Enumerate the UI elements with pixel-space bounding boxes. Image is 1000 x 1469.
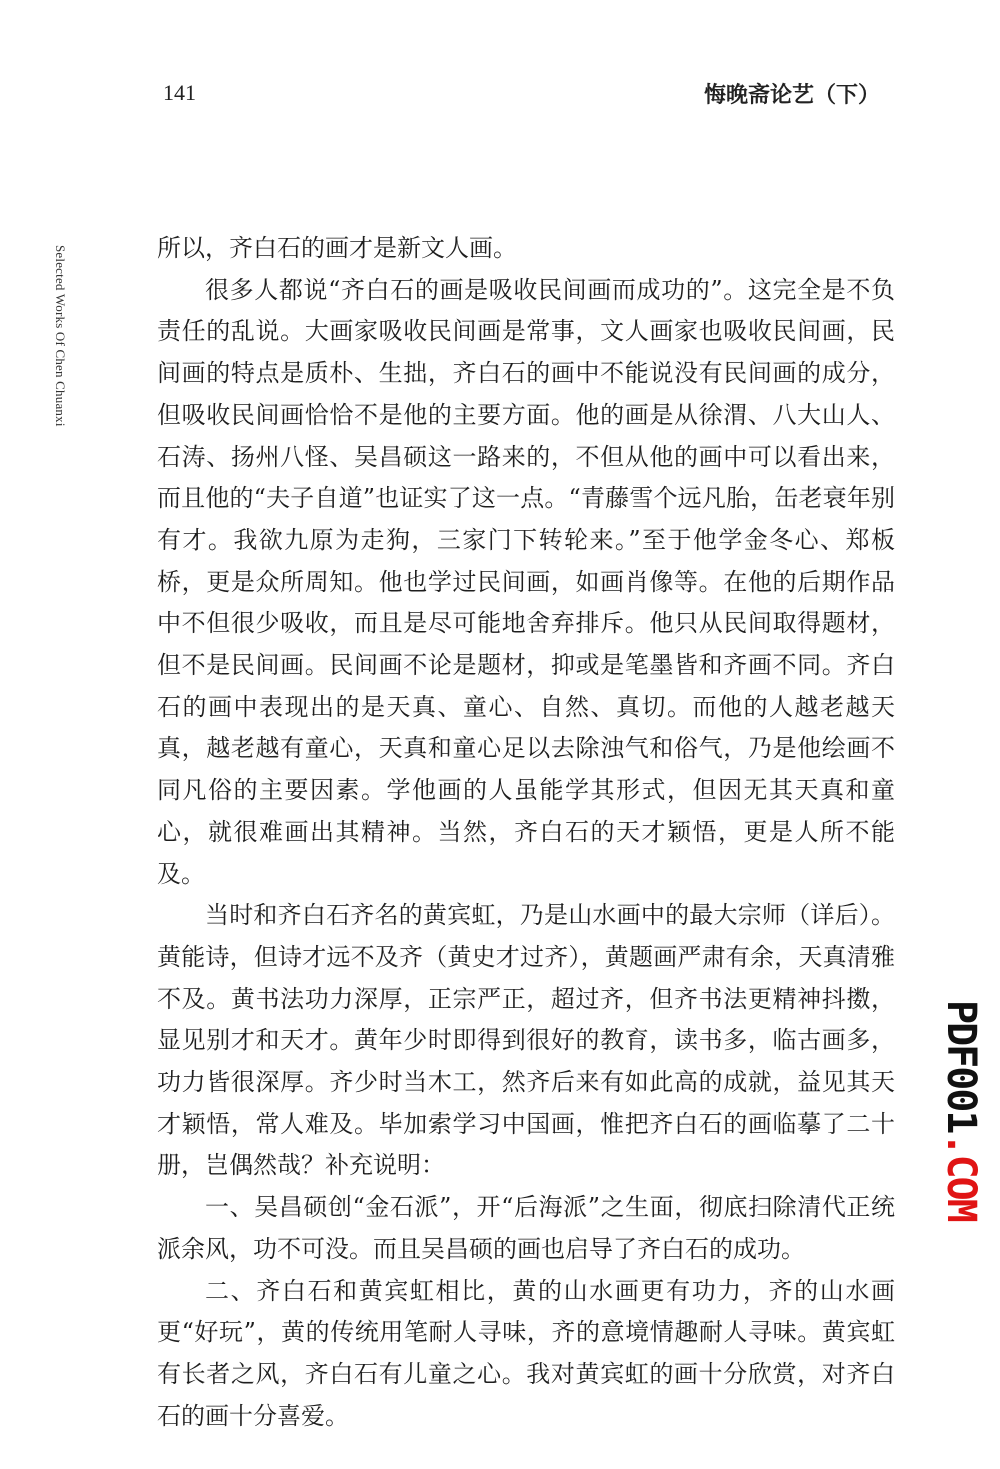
page-number: 141: [163, 80, 196, 105]
running-head: 悔晚斋论艺（下）: [703, 82, 880, 108]
watermark-part1: PDF001: [938, 1000, 984, 1133]
watermark-part2: .COM: [938, 1132, 984, 1221]
paragraph: 一、吴昌硕创“金石派”，开“后海派”之生面，彻底扫除清代正统派余风，功不可没。而且吴昌硕的画也启导了齐白石的成功。: [157, 1193, 895, 1263]
paragraph: 二、齐白石和黄宾虹相比，黄的山水画更有功力，齐的山水画更“好玩”，黄的传统用笔耐人寻味，齐的意境情趣耐人寻味。黄宾虹有长者之风，齐白石有儿童之心。我对黄宾虹的画十分欣赏，对齐白石的画十分喜爱。: [157, 1276, 895, 1430]
side-series-title: Selected Works Of Chen Chuanxi: [53, 245, 68, 427]
body-text: [157, 228, 895, 1437]
paragraph: 很多人都说“齐白石的画是吸收民间画而成功的”。这完全是不负责任的乱说。大画家吸收民间画是常事，文人画家也吸收民间画，民间画的特点是质朴、生拙，齐白石的画中不能说没有民间画的成分，但吸收民间画恰恰不是他的主要方面。他的画是从徐渭、八大山人、石涛、扬州八怪、吴昌硕这一路来的，不但从他的画中可以看出来，而且他的“夫子自道”也证实了这一点。“青藤雪个远凡胎，缶老衰年别有才。我欲九原为走狗，三家门下转轮来。”至于他学金冬心、郑板桥，更是众所周知。他也学过民间画，如画肖像等。在他的后期作品中不但很少吸收，而且是尽可能地舍弃排斥。他只从民间取得题材，但不是民间画。民间画不论是题材，抑或是笔墨皆和齐画不同。齐白石的画中表现出的是天真、童心、自然、真切。而他的人越老越天真，越老越有童心，天真和童心足以去除浊气和俗气，乃是他绘画不同凡俗的主要因素。学他画的人虽能学其形式，但因无其天真和童心，就很难画出其精神。当然，齐白石的天才颖悟，更是人所不能及。: [157, 275, 895, 888]
watermark: [938, 1000, 984, 1221]
paragraph: 当时和齐白石齐名的黄宾虹，乃是山水画中的最大宗师（详后）。黄能诗，但诗才远不及齐（黄史才过齐），黄题画严肃有余，天真清雅不及。黄书法功力深厚，正宗严正，超过齐，但齐书法更精神抖擞，显见别才和天才。黄年少时即得到很好的教育，读书多，临古画多，功力皆很深厚。齐少时当木工，然齐后来有如此高的成就，益见其天才颖悟，常人难及。毕加索学习中国画，惟把齐白石的画临摹了二十册，岂偶然哉？补充说明：: [157, 901, 895, 1180]
paragraph: 所以，齐白石的画才是新文人画。: [157, 234, 517, 262]
